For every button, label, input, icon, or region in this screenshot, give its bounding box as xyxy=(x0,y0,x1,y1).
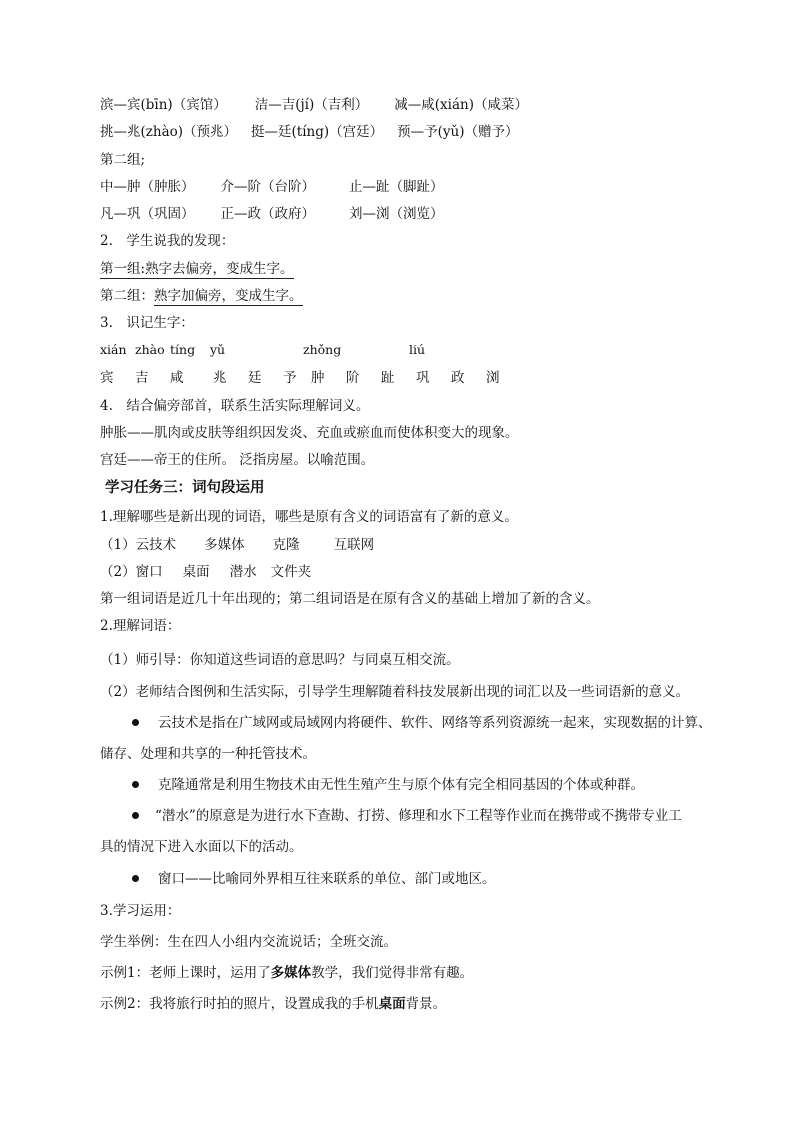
example-1 xyxy=(100,964,473,982)
pinyin: zhǒng xyxy=(303,342,342,357)
paragraph: （2）老师结合图例和生活实际，引导学生理解随着科技发展新出现的词汇以及一些词语新的意义。 xyxy=(100,684,690,700)
bullet-icon xyxy=(132,719,139,726)
bullet-icon xyxy=(132,812,139,819)
word-pair: 刘—浏（浏览） xyxy=(349,206,444,222)
bullet-icon xyxy=(132,781,139,788)
question-1: 1.理解哪些是新出现的词语，哪些是原有含义的词语富有了新的意义。 xyxy=(100,509,518,525)
group1-row1 xyxy=(100,96,528,114)
group2-row2 xyxy=(100,205,444,223)
group2-label: 第二组; xyxy=(100,152,146,168)
character: 阶 xyxy=(346,370,360,386)
bullet-icon xyxy=(132,875,139,882)
summary: 第一组词语是近几十年出现的；第二组词语是在原有含义的基础上增加了新的含义。 xyxy=(100,591,600,607)
step2-group2 xyxy=(100,287,303,305)
finding-text: 熟字去偏旁，变成生字。 xyxy=(145,261,294,277)
finding-text: 熟字加偏旁，变成生字。 xyxy=(154,288,303,304)
pinyin: tíng xyxy=(170,342,196,357)
list-label: （2） xyxy=(100,564,136,580)
example-keyword: 多媒体 xyxy=(270,965,312,981)
section-heading: 学习任务三：词句段运用 xyxy=(105,480,265,496)
pinyin: liú xyxy=(409,342,426,357)
step2-title: 2. 学生说我的发现： xyxy=(100,233,235,249)
word-list-2 xyxy=(100,563,311,581)
example-text: 背景。 xyxy=(405,996,447,1012)
pinyin: xián xyxy=(100,342,127,357)
word-pair: 挑—兆(zhào)（预兆） xyxy=(100,124,238,140)
word: 文件夹 xyxy=(270,564,312,580)
word-pair: 洁—吉(jí)（吉利） xyxy=(254,97,369,113)
pinyin: zhào xyxy=(135,342,165,357)
pinyin: yǔ xyxy=(210,342,226,357)
bullet-text-continued: 具的情况下进入水面以下的活动。 xyxy=(100,839,303,855)
group2-row1 xyxy=(100,178,444,196)
question-3: 3.学习运用： xyxy=(100,903,181,919)
character-row xyxy=(100,369,520,387)
word-pair: 滨—宾(bīn)（宾馆） xyxy=(100,97,227,113)
example-text: 示例1：老师上课时，运用了 xyxy=(100,965,271,981)
word: 窗口 xyxy=(135,564,163,580)
bullet-text: 云技术是指在广域网或局域网内将硬件、软件、网络等系列资源统一起来，实现数据的计算、 xyxy=(158,715,712,731)
example-keyword: 桌面 xyxy=(378,996,406,1012)
bullet-text: 窗口——比喻同外界相互往来联系的单位、部门或地区。 xyxy=(158,871,496,887)
character: 政 xyxy=(451,370,465,386)
word-pair: 止—趾（脚趾） xyxy=(349,179,444,195)
word: 云技术 xyxy=(135,537,177,553)
character: 趾 xyxy=(381,370,395,386)
pinyin-row xyxy=(100,341,520,359)
finding-label: 第二组： xyxy=(100,288,154,304)
word-pair: 挺—廷(tíng)（宫廷） xyxy=(251,124,384,140)
example-text: 教学，我们觉得非常有趣。 xyxy=(311,965,474,981)
definition: 宫廷——帝王的住所。 泛指房屋。以喻范围。 xyxy=(100,452,375,468)
example-text: 示例2：我将旅行时拍的照片，设置成我的手机 xyxy=(100,996,379,1012)
bullet-text-continued: 储存、处理和共享的一种托管技术。 xyxy=(100,746,316,762)
character: 廷 xyxy=(248,370,262,386)
word-pair: 正—政（政府） xyxy=(220,206,315,222)
word-list-1 xyxy=(100,536,374,554)
character: 巩 xyxy=(416,370,430,386)
word-pair: 预—予(yǔ)（赠予） xyxy=(397,124,519,140)
bullet-text: 克隆通常是利用生物技术由无性生殖产生与原个体有完全相同基因的个体或种群。 xyxy=(158,777,644,793)
step4-title: 4. 结合偏旁部首，联系生活实际理解词义。 xyxy=(100,398,370,414)
group1-row2 xyxy=(100,123,519,141)
word-pair: 减—咸(xián)（咸菜） xyxy=(394,97,528,113)
question-2: 2.理解词语： xyxy=(100,618,181,634)
character: 浏 xyxy=(486,370,500,386)
list-label: （1） xyxy=(100,537,136,553)
character: 兆 xyxy=(213,370,227,386)
step2-group1 xyxy=(100,260,294,278)
practice-text: 学生举例：生在四人小组内交流说话；全班交流。 xyxy=(100,934,397,950)
finding-label: 第一组: xyxy=(100,261,146,277)
character: 予 xyxy=(283,370,297,386)
character: 宾 xyxy=(100,370,114,386)
word: 潜水 xyxy=(229,564,257,580)
definition: 肿胀——肌肉或皮肤等组织因发炎、充血或瘀血而使体积变大的现象。 xyxy=(100,425,519,441)
bullet-text: “潜水”的原意是为进行水下查勘、打捞、修理和水下工程等作业而在携带或不携带专业工 xyxy=(155,808,682,824)
word: 互联网 xyxy=(333,537,375,553)
word: 多媒体 xyxy=(204,537,245,553)
character: 咸 xyxy=(170,370,184,386)
word-pair: 凡—巩（巩固） xyxy=(100,206,195,222)
step3-title: 3. 识记生字： xyxy=(100,315,194,331)
character: 肿 xyxy=(311,370,325,386)
paragraph: （1）师引导：你知道这些词语的意思吗？与同桌互相交流。 xyxy=(100,652,460,668)
example-2 xyxy=(100,995,446,1013)
word-pair: 介—阶（台阶） xyxy=(220,179,315,195)
character: 吉 xyxy=(135,370,149,386)
word: 克隆 xyxy=(272,537,300,553)
word-pair: 中—肿（肿胀） xyxy=(100,179,195,195)
word: 桌面 xyxy=(182,564,210,580)
